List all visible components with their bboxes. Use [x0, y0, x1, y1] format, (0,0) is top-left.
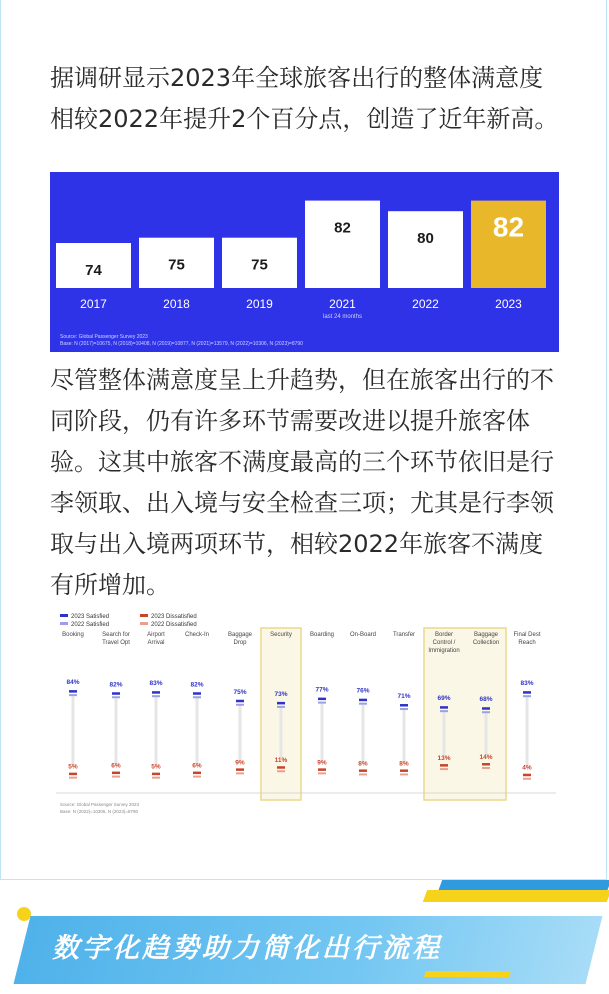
dissatisfied-2022-marker: [152, 777, 160, 779]
dissatisfied-2023-marker: [523, 774, 531, 777]
dissatisfied-value-label: 8%: [358, 760, 368, 768]
satisfied-2023-marker: [400, 704, 408, 707]
dissatisfied-2022-marker: [400, 773, 408, 775]
section-banner: [0, 880, 609, 994]
legend-entry: 2023 Dissatisfied: [151, 614, 197, 620]
dissatisfied-value-label: 9%: [317, 759, 327, 767]
satisfied-2022-marker: [193, 696, 201, 698]
stage-label: Booking: [62, 632, 84, 638]
dissatisfied-2022-marker: [277, 770, 285, 772]
satisfied-value-label: 71%: [397, 693, 411, 701]
dissatisfied-2022-marker: [318, 772, 326, 774]
dissatisfied-2022-marker: [523, 778, 531, 780]
year-note-label: last 24 months: [322, 314, 363, 320]
dissatisfied-2023-marker: [277, 766, 285, 769]
legend-entry: 2023 Satisfied: [71, 614, 110, 620]
chart-source-note: Source: Global Passenger Survey 2023: [60, 802, 140, 807]
dissatisfied-2022-marker: [69, 777, 77, 779]
dissatisfied-value-label: 8%: [399, 760, 409, 768]
dissatisfied-2023-marker: [318, 768, 326, 771]
dissatisfied-value-label: 4%: [522, 764, 532, 772]
year-tick-label: 2019: [246, 297, 273, 311]
stage-label: Collection: [472, 640, 500, 646]
bar-value-label: 74: [85, 262, 102, 279]
dissatisfied-value-label: 6%: [111, 762, 121, 770]
stage-label: On-Board: [349, 632, 377, 638]
intro-paragraph: 据调研显示2023年全球旅客出行的整体满意度相较2022年提升2个百分点，创造了近年新高。: [50, 64, 559, 133]
satisfied-value-label: 83%: [520, 680, 534, 688]
stage-label: Arrival: [147, 640, 165, 646]
legend-swatch: [60, 614, 68, 617]
satisfied-value-label: 77%: [315, 686, 329, 694]
dissatisfied-2023-marker: [69, 773, 77, 776]
dissatisfied-2023-marker: [112, 772, 120, 775]
stage-label: Border: [434, 632, 454, 638]
dissatisfied-2022-marker: [236, 772, 244, 774]
stage-label: Travel Opt: [102, 640, 130, 646]
dissatisfied-value-label: 5%: [151, 763, 161, 771]
satisfied-value-label: 76%: [356, 687, 370, 695]
dissatisfied-2023-marker: [440, 764, 448, 767]
dissatisfied-2022-marker: [440, 768, 448, 770]
satisfied-value-label: 69%: [437, 695, 451, 703]
legend-entry: 2022 Dissatisfied: [151, 622, 197, 628]
stage-label: Immigration: [428, 648, 460, 654]
bar-2021: [305, 201, 380, 288]
satisfied-2022-marker: [359, 703, 367, 705]
bar-chart-svg: [50, 172, 559, 352]
legend-swatch: [140, 622, 148, 625]
dissatisfied-2022-marker: [359, 773, 367, 775]
satisfied-value-label: 68%: [479, 696, 493, 704]
stage-label: Transfer: [392, 632, 416, 638]
satisfied-2023-marker: [277, 702, 285, 705]
bar-value-label: 80: [417, 230, 434, 248]
dissatisfied-2022-marker: [482, 767, 490, 769]
dissatisfied-2023-marker: [359, 769, 367, 772]
satisfied-2023-marker: [359, 699, 367, 702]
stage-label: Baggage: [227, 632, 253, 638]
section-title: 数字化趋势助力简化出行流程: [52, 933, 442, 964]
bar-value-label: 82: [492, 211, 525, 243]
journey-dot-chart: [50, 606, 560, 821]
dot-chart-svg: [50, 606, 560, 821]
dissatisfied-2022-marker: [112, 776, 120, 778]
dissatisfied-2023-marker: [400, 769, 408, 772]
banner-stripe-yellow: [423, 890, 609, 902]
satisfied-2023-marker: [193, 692, 201, 695]
year-tick-label: 2021: [329, 297, 356, 311]
dissatisfied-2023-marker: [193, 772, 201, 775]
legend-swatch: [60, 622, 68, 625]
analysis-paragraph: 尽管整体满意度呈上升趋势，但在旅客出行的不同阶段，仍有许多环节需要改进以提升旅客体验。这其中旅客不满度最高的三个环节依旧是行李领取、出入境与安全检查三项；尤其是行李领取与出入境两项环节，相较2022年旅客不满度有所增加。: [50, 366, 554, 599]
satisfied-2023-marker: [523, 691, 531, 694]
chart-base-note: Base: N (2022)=10306, N (2023)=8790: [60, 809, 139, 814]
satisfied-2023-marker: [69, 690, 77, 693]
banner-underline: [424, 971, 511, 977]
satisfied-2022-marker: [236, 704, 244, 706]
satisfied-value-label: 82%: [109, 681, 123, 689]
dissatisfied-2023-marker: [236, 768, 244, 771]
bar-value-label: 82: [334, 219, 351, 237]
satisfied-2023-marker: [236, 700, 244, 703]
dissatisfied-value-label: 9%: [235, 759, 245, 767]
dissatisfied-value-label: 11%: [274, 757, 288, 765]
satisfied-value-label: 82%: [190, 681, 204, 689]
satisfied-2023-marker: [440, 706, 448, 709]
satisfied-2023-marker: [482, 707, 490, 710]
satisfied-2022-marker: [112, 696, 120, 698]
year-tick-label: 2018: [163, 297, 190, 311]
satisfied-value-label: 83%: [149, 680, 163, 688]
legend-swatch: [140, 614, 148, 617]
satisfied-value-label: 75%: [233, 688, 247, 696]
satisfied-2022-marker: [277, 706, 285, 708]
stage-label: Control /: [432, 640, 456, 646]
satisfied-2022-marker: [69, 694, 77, 696]
bar-2022: [388, 211, 463, 288]
satisfaction-bar-chart: [50, 172, 559, 352]
bar-value-label: 75: [251, 256, 268, 274]
satisfied-value-label: 73%: [274, 690, 288, 698]
year-tick-label: 2023: [495, 297, 522, 311]
satisfied-2022-marker: [318, 702, 326, 704]
dissatisfied-2023-marker: [482, 763, 490, 766]
stage-label: Search for: [102, 632, 130, 638]
stage-label: Drop: [233, 640, 247, 646]
stage-label: Boarding: [309, 632, 335, 638]
stage-label: Final Dest: [513, 632, 541, 638]
dissatisfied-2022-marker: [193, 776, 201, 778]
satisfied-2023-marker: [152, 691, 160, 694]
bar-value-label: 75: [168, 256, 185, 274]
satisfied-2022-marker: [152, 695, 160, 697]
satisfied-2023-marker: [318, 698, 326, 701]
year-tick-label: 2017: [80, 297, 107, 311]
satisfied-2022-marker: [440, 710, 448, 712]
dissatisfied-2023-marker: [152, 773, 160, 776]
satisfied-2022-marker: [400, 708, 408, 710]
year-tick-label: 2022: [412, 297, 439, 311]
stage-label: Check-In: [184, 632, 210, 638]
stage-label: Airport: [147, 632, 165, 638]
satisfied-2023-marker: [112, 692, 120, 695]
stage-label: Reach: [518, 640, 536, 646]
stage-label: Baggage: [473, 632, 499, 638]
satisfied-2022-marker: [482, 711, 490, 713]
stage-label: Security: [270, 632, 292, 638]
legend-entry: 2022 Satisfied: [71, 622, 110, 628]
chart-base-note: Base: N (2017)=10675, N (2018)=10408, N (2019)=10877, N (2021)=13579, N (2022)=10306, N (2023)=8790: [60, 341, 303, 347]
dissatisfied-value-label: 6%: [192, 762, 202, 770]
satisfied-value-label: 84%: [66, 679, 80, 687]
dissatisfied-value-label: 14%: [479, 754, 493, 762]
satisfied-2022-marker: [523, 695, 531, 697]
dissatisfied-value-label: 13%: [437, 755, 451, 763]
dissatisfied-value-label: 5%: [68, 763, 78, 771]
chart-source-note: Source: Global Passenger Survey 2023: [60, 334, 148, 340]
